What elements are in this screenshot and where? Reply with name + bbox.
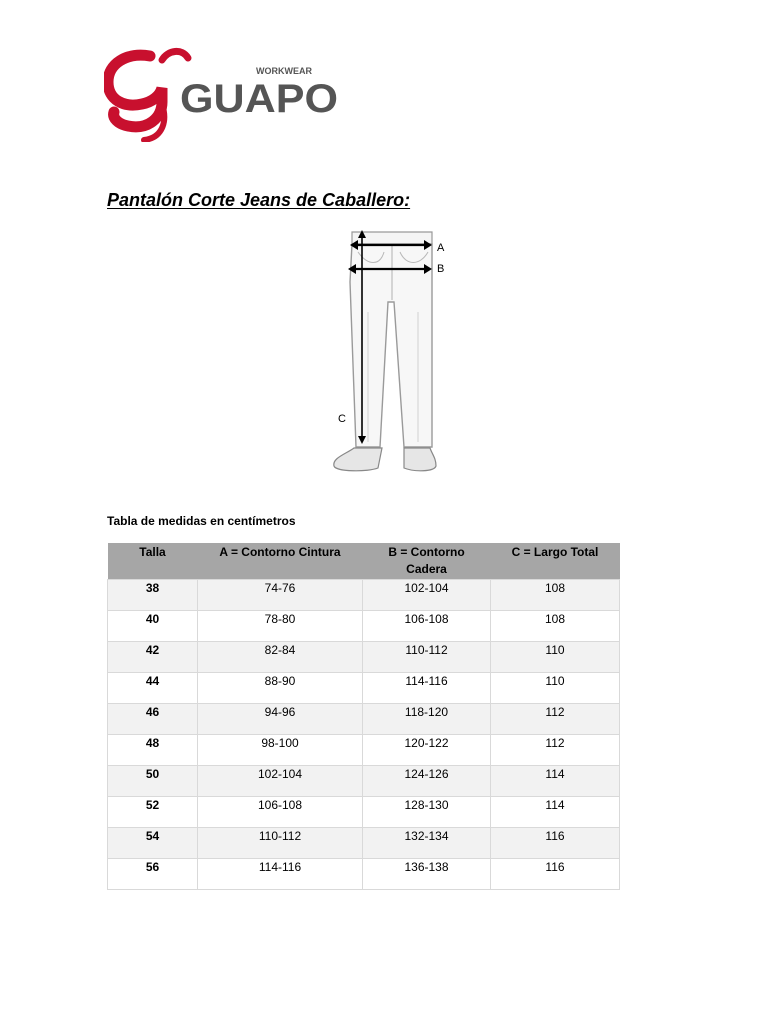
cell-cadera: 128-130 xyxy=(363,796,491,827)
table-row xyxy=(108,827,620,858)
cell-cintura: 102-104 xyxy=(198,765,363,796)
cell-cintura: 82-84 xyxy=(198,641,363,672)
page-title: Pantalón Corte Jeans de Caballero: xyxy=(107,190,411,210)
left-shoe xyxy=(334,448,382,471)
table-row xyxy=(108,672,620,703)
cell-largo: 110 xyxy=(491,641,620,672)
cell-cintura: 106-108 xyxy=(198,796,363,827)
cell-cadera: 106-108 xyxy=(363,610,491,641)
label-c: C xyxy=(338,413,346,425)
logo-graphic xyxy=(104,42,344,142)
cell-talla: 50 xyxy=(108,765,198,796)
header-largo-total: C = Largo Total xyxy=(491,543,620,579)
cell-talla: 42 xyxy=(108,641,198,672)
logo-tagline: WORKWEAR xyxy=(256,66,312,76)
logo-g-mark xyxy=(108,55,162,127)
header-talla: Talla xyxy=(108,543,198,579)
header-contorno-cadera: B = Contorno Cadera xyxy=(363,543,491,579)
cell-largo: 114 xyxy=(491,765,620,796)
table-row xyxy=(108,734,620,765)
cell-cintura: 78-80 xyxy=(198,610,363,641)
cell-cintura: 114-116 xyxy=(198,858,363,889)
cell-cadera: 120-122 xyxy=(363,734,491,765)
cell-talla: 56 xyxy=(108,858,198,889)
cell-cadera: 114-116 xyxy=(363,672,491,703)
cell-cadera: 110-112 xyxy=(363,641,491,672)
cell-cadera: 136-138 xyxy=(363,858,491,889)
cell-cadera: 124-126 xyxy=(363,765,491,796)
cell-cadera: 118-120 xyxy=(363,703,491,734)
cell-largo: 116 xyxy=(491,858,620,889)
cell-talla: 38 xyxy=(108,579,198,610)
cell-talla: 40 xyxy=(108,610,198,641)
cell-cintura: 98-100 xyxy=(198,734,363,765)
cell-talla: 46 xyxy=(108,703,198,734)
cell-talla: 52 xyxy=(108,796,198,827)
logo-brand: GUAPO xyxy=(180,77,338,121)
table-header-row xyxy=(108,543,620,579)
table-caption: Tabla de medidas en centímetros xyxy=(107,514,296,528)
cell-largo: 114 xyxy=(491,796,620,827)
cell-cadera: 102-104 xyxy=(363,579,491,610)
cell-cintura: 94-96 xyxy=(198,703,363,734)
table-row xyxy=(108,858,620,889)
header-contorno-cintura: A = Contorno Cintura xyxy=(198,543,363,579)
label-b: B xyxy=(437,263,445,275)
table-row xyxy=(108,765,620,796)
guapo-logo xyxy=(104,42,344,142)
table-row xyxy=(108,641,620,672)
size-table xyxy=(107,543,620,890)
cell-largo: 108 xyxy=(491,579,620,610)
table-row xyxy=(108,796,620,827)
cell-talla: 48 xyxy=(108,734,198,765)
cell-cintura: 110-112 xyxy=(198,827,363,858)
cell-largo: 110 xyxy=(491,672,620,703)
cell-cintura: 88-90 xyxy=(198,672,363,703)
cell-cadera: 132-134 xyxy=(363,827,491,858)
cell-cintura: 74-76 xyxy=(198,579,363,610)
table-row xyxy=(108,610,620,641)
cell-talla: 44 xyxy=(108,672,198,703)
cell-largo: 112 xyxy=(491,734,620,765)
cell-talla: 54 xyxy=(108,827,198,858)
table-row xyxy=(108,703,620,734)
pants-diagram xyxy=(328,222,448,478)
table-row xyxy=(108,579,620,610)
label-a: A xyxy=(437,242,445,254)
pants-illustration xyxy=(328,222,448,478)
cell-largo: 108 xyxy=(491,610,620,641)
right-shoe xyxy=(404,448,436,471)
cell-largo: 116 xyxy=(491,827,620,858)
cell-largo: 112 xyxy=(491,703,620,734)
